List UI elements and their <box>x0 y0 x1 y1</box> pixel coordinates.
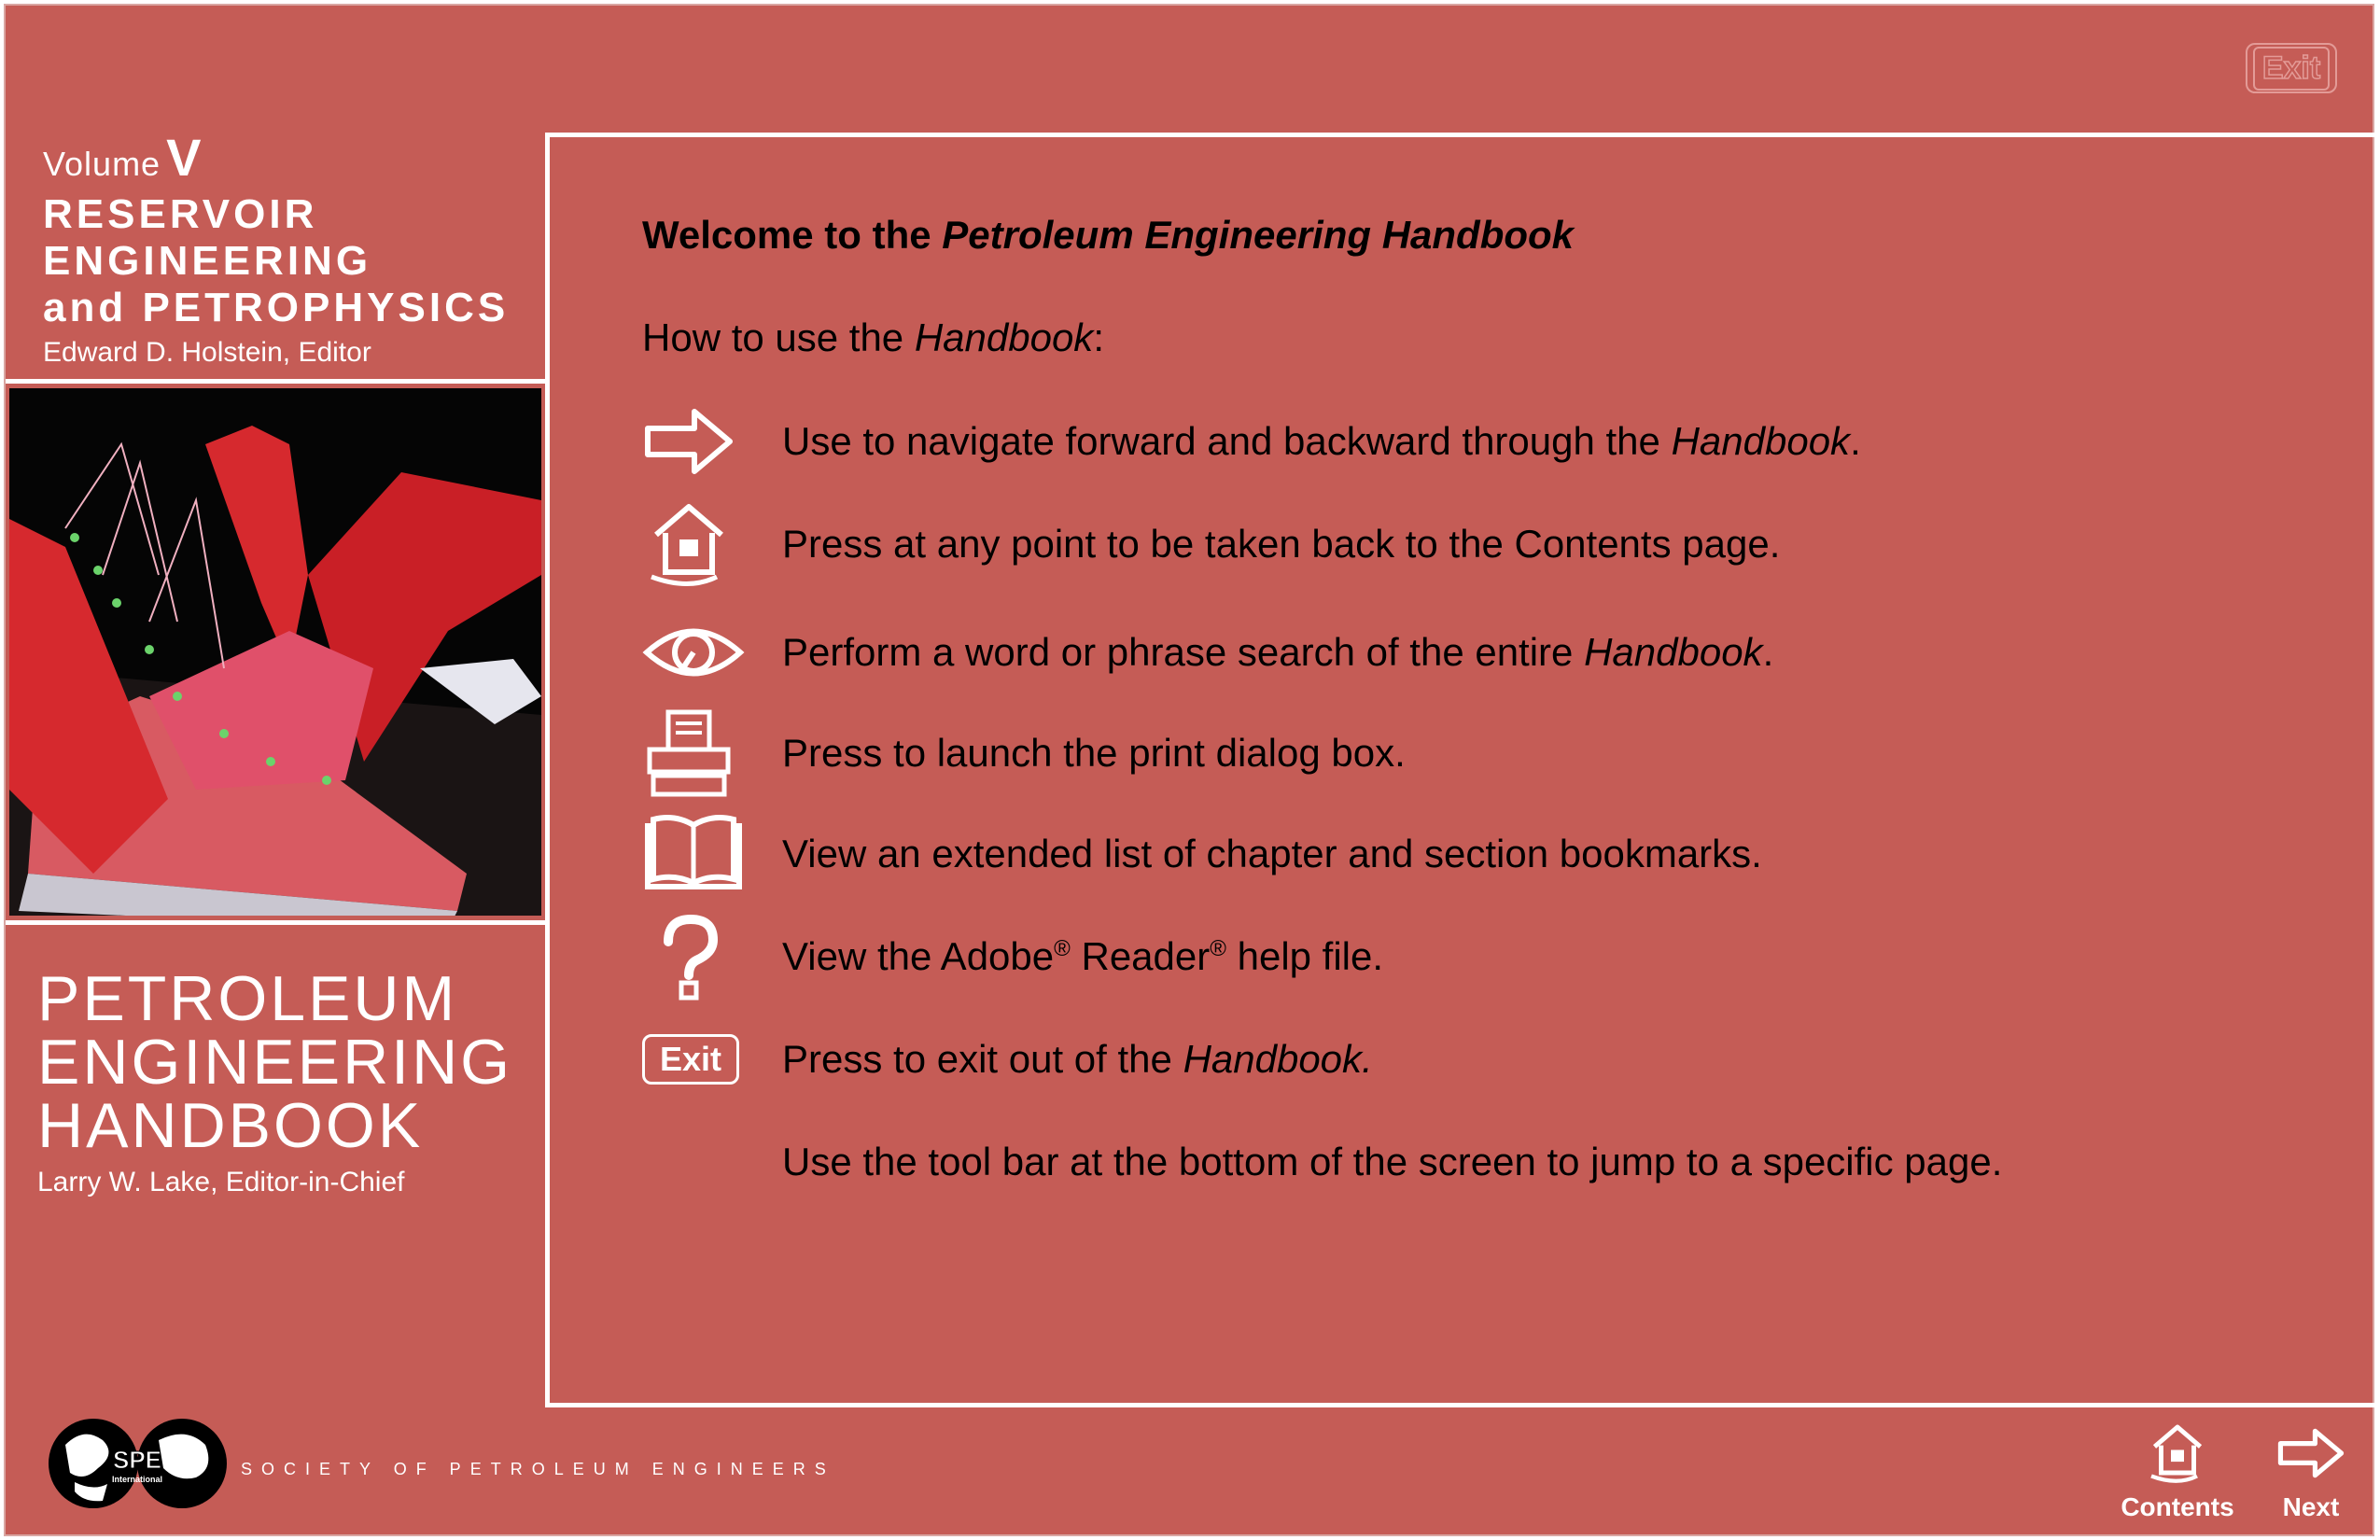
handbook-title-line: PETROLEUM <box>37 963 458 1034</box>
volume-prefix: Volume <box>43 145 161 183</box>
volume-number: V <box>166 128 203 187</box>
exit-icon[interactable]: Exit <box>642 1034 739 1085</box>
exit-button[interactable] <box>2246 43 2337 93</box>
welcome-prefix: Welcome to the <box>642 213 943 257</box>
spe-logo-subtext: International <box>111 1475 163 1484</box>
volume-title-line: RESERVOIR <box>43 191 318 237</box>
welcome-heading <box>642 213 1574 258</box>
list-item <box>642 1120 2003 1204</box>
volume-title <box>43 191 538 331</box>
contents-label: Contents <box>2121 1492 2234 1521</box>
howto-italic: Handbook <box>914 315 1094 359</box>
volume-header <box>43 127 538 369</box>
howto-suffix: : <box>1093 315 1104 359</box>
help-icon[interactable] <box>642 915 754 999</box>
spe-logo-text: SPE <box>112 1446 162 1474</box>
page-background <box>4 4 2374 1536</box>
list-item-text: Use the tool bar at the bottom of the screen to jump to a specific page. <box>782 1140 2003 1183</box>
volume-title-line: and PETROPHYSICS <box>43 285 510 330</box>
handbook-title-line: ENGINEERING <box>37 1027 513 1098</box>
list-item-text: Perform a word or phrase search of the entire Handbook. <box>782 630 1774 674</box>
list-item <box>642 812 1762 896</box>
volume-editor: Edward D. Holstein, Editor <box>43 337 371 368</box>
list-item-text: Press to exit out of the Handbook. <box>782 1037 1373 1081</box>
next-button[interactable] <box>2264 1421 2358 1522</box>
list-item-text: Press at any point to be taken back to the Contents page. <box>782 522 1781 566</box>
handbook-header <box>37 963 513 1198</box>
list-item-text: View the Adobe® Reader® help file. <box>782 934 1384 978</box>
list-item <box>642 610 1774 694</box>
eye-search-icon[interactable] <box>642 610 754 694</box>
exit-button-label: Exit <box>2253 47 2330 91</box>
volume-title-line: ENGINEERING <box>43 238 372 284</box>
contents-button[interactable] <box>2106 1421 2249 1522</box>
list-item <box>642 915 1384 999</box>
list-item-text: Use to navigate forward and backward through the Handbook. <box>782 419 1861 463</box>
arrow-right-icon <box>2276 1421 2345 1486</box>
cover-image <box>9 388 541 916</box>
list-item-text: Press to launch the print dialog box. <box>782 731 1406 775</box>
arrow-right-icon[interactable] <box>642 399 754 483</box>
list-item-text: View an extended list of chapter and section bookmarks. <box>782 832 1762 875</box>
volume-label <box>43 127 538 188</box>
list-item <box>642 1017 1373 1101</box>
divider <box>6 920 545 925</box>
divider <box>6 379 545 384</box>
home-icon[interactable] <box>642 502 754 586</box>
handbook-title <box>37 963 513 1161</box>
handbook-title-line: HANDBOOK <box>37 1090 424 1161</box>
spe-logo <box>47 1417 233 1510</box>
home-icon <box>2145 1421 2210 1486</box>
printer-icon[interactable] <box>642 711 754 795</box>
list-item <box>642 502 1781 586</box>
howto-prefix: How to use the <box>642 315 915 359</box>
list-item <box>642 399 1861 483</box>
handbook-editor: Larry W. Lake, Editor-in-Chief <box>37 1167 405 1197</box>
book-icon[interactable] <box>642 812 754 896</box>
list-item <box>642 711 1406 795</box>
next-label: Next <box>2282 1492 2340 1521</box>
welcome-title: Petroleum Engineering Handbook <box>942 213 1575 257</box>
howto-heading <box>642 315 1104 360</box>
society-name: SOCIETY OF PETROLEUM ENGINEERS <box>241 1460 835 1478</box>
